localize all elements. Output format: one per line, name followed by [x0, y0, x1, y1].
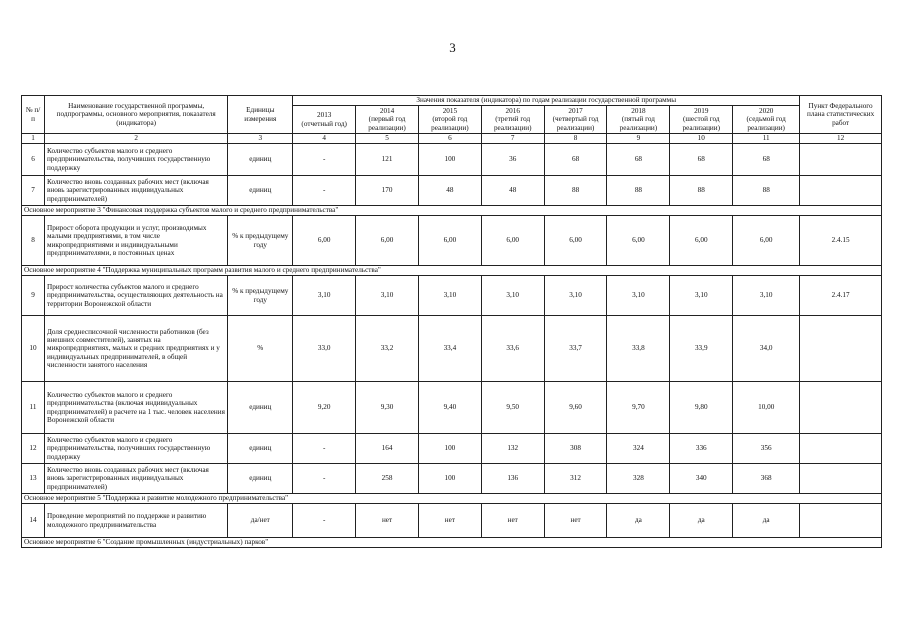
header-year — [293, 106, 356, 134]
section-row — [22, 206, 882, 216]
unit-cell: единиц — [228, 382, 293, 434]
value-cell: 33,2 — [356, 316, 419, 382]
year-label: 2018 — [631, 107, 646, 116]
header-year — [607, 106, 670, 134]
unit-cell: % к предыдущему году — [228, 276, 293, 316]
value-cell: 164 — [356, 434, 419, 464]
value-cell: 258 — [356, 464, 419, 494]
value-cell: 100 — [418, 434, 481, 464]
section-row — [22, 494, 882, 504]
indicator-name: Количество вновь созданных рабочих мест (включая вновь зарегистрированных индивидуальных предпринимателей) — [45, 464, 228, 494]
indicator-name: Доля среднесписочной численности работников (без внешних совместителей), занятых на микропредприятиях, малых и средних предприятиях и у индивидуальных предпринимателей, в общей численности занятого населения — [45, 316, 228, 382]
year-sublabel: (первый год реализации) — [368, 115, 406, 132]
row-number: 13 — [22, 464, 45, 494]
row-number: 7 — [22, 176, 45, 206]
indicators-table — [21, 95, 882, 548]
value-cell: 88 — [544, 176, 607, 206]
unit-cell: единиц — [228, 144, 293, 176]
row-number: 10 — [22, 316, 45, 382]
value-cell: 6,00 — [293, 216, 356, 266]
column-index-cell: 7 — [481, 134, 544, 144]
table-row — [22, 144, 882, 176]
value-cell: 170 — [356, 176, 419, 206]
value-cell: 6,00 — [607, 216, 670, 266]
plan-cell — [800, 504, 882, 538]
value-cell: 6,00 — [733, 216, 800, 266]
value-cell: 68 — [607, 144, 670, 176]
year-label: 2017 — [568, 107, 583, 116]
table-row — [22, 316, 882, 382]
year-sublabel: (отчетный год) — [301, 119, 347, 128]
value-cell: - — [293, 144, 356, 176]
header-year — [481, 106, 544, 134]
section-title: Основное мероприятие 4 "Поддержка муниципальных программ развития малого и среднего предпринимательства" — [22, 266, 882, 276]
value-cell: 6,00 — [356, 216, 419, 266]
table-row — [22, 276, 882, 316]
unit-cell: % — [228, 316, 293, 382]
year-sublabel: (третий год реализации) — [493, 115, 532, 132]
value-cell: 48 — [481, 176, 544, 206]
section-title: Основное мероприятие 6 "Создание промышленных (индустриальных) парков" — [22, 538, 882, 548]
year-sublabel: (шестой год реализации) — [682, 115, 721, 132]
column-index-row — [22, 134, 882, 144]
table-row — [22, 216, 882, 266]
year-sublabel: (четвертый год реализации) — [552, 115, 599, 132]
value-cell: 3,10 — [544, 276, 607, 316]
value-cell: 9,70 — [607, 382, 670, 434]
value-cell: 3,10 — [607, 276, 670, 316]
value-cell: 48 — [418, 176, 481, 206]
year-label: 2019 — [694, 107, 709, 116]
indicator-name: Проведение мероприятий по поддержке и развитию молодежного предпринимательства — [45, 504, 228, 538]
column-index-cell: 3 — [228, 134, 293, 144]
value-cell: 68 — [670, 144, 733, 176]
value-cell: 33,8 — [607, 316, 670, 382]
value-cell: 6,00 — [670, 216, 733, 266]
plan-cell — [800, 176, 882, 206]
plan-cell — [800, 464, 882, 494]
page-number: 3 — [449, 40, 456, 55]
indicator-name: Количество вновь созданных рабочих мест (включая вновь зарегистрированных индивидуальных предпринимателей) — [45, 176, 228, 206]
value-cell: 10,00 — [733, 382, 800, 434]
value-cell: 9,40 — [418, 382, 481, 434]
value-cell: 308 — [544, 434, 607, 464]
column-index-cell: 4 — [293, 134, 356, 144]
column-index-cell: 1 — [22, 134, 45, 144]
section-title: Основное мероприятие 3 "Финансовая поддержка субъектов малого и среднего предпринимательства" — [22, 206, 882, 216]
unit-cell: единиц — [228, 434, 293, 464]
column-index-cell: 5 — [356, 134, 419, 144]
plan-cell — [800, 316, 882, 382]
year-label: 2014 — [379, 107, 395, 116]
value-cell: 324 — [607, 434, 670, 464]
value-cell: 132 — [481, 434, 544, 464]
value-cell: - — [293, 504, 356, 538]
value-cell: - — [293, 434, 356, 464]
header-num: № п/п — [22, 96, 45, 134]
value-cell: 88 — [733, 176, 800, 206]
indicator-name: Количество субъектов малого и среднего предпринимательства, получивших государственную поддержку — [45, 434, 228, 464]
plan-cell — [800, 382, 882, 434]
header-year — [418, 106, 481, 134]
table-row — [22, 434, 882, 464]
value-cell: 328 — [607, 464, 670, 494]
header-name: Наименование государственной программы, подпрограммы, основного мероприятия, показателя (индикатора) — [45, 96, 228, 134]
header-year — [733, 106, 800, 134]
header-plan: Пункт Федерального плана статистических работ — [800, 96, 882, 134]
value-cell: нет — [356, 504, 419, 538]
value-cell: да — [733, 504, 800, 538]
value-cell: 356 — [733, 434, 800, 464]
header-year — [544, 106, 607, 134]
year-label: 2020 — [759, 107, 774, 116]
value-cell: да — [670, 504, 733, 538]
value-cell: 6,00 — [418, 216, 481, 266]
table-row — [22, 382, 882, 434]
value-cell: 88 — [670, 176, 733, 206]
value-cell: 121 — [356, 144, 419, 176]
header-years-group: Значения показателя (индикатора) по годам реализации государственной программы — [293, 96, 800, 106]
unit-cell: да/нет — [228, 504, 293, 538]
value-cell: 33,4 — [418, 316, 481, 382]
year-label: 2016 — [505, 107, 520, 116]
row-number: 8 — [22, 216, 45, 266]
value-cell: 6,00 — [481, 216, 544, 266]
value-cell: 100 — [418, 464, 481, 494]
value-cell: 9,80 — [670, 382, 733, 434]
column-index-cell: 2 — [45, 134, 228, 144]
value-cell: 9,30 — [356, 382, 419, 434]
unit-cell: единиц — [228, 176, 293, 206]
value-cell: 3,10 — [293, 276, 356, 316]
table-row — [22, 504, 882, 538]
value-cell: - — [293, 176, 356, 206]
column-index-cell: 9 — [607, 134, 670, 144]
value-cell: 88 — [607, 176, 670, 206]
column-index-cell: 10 — [670, 134, 733, 144]
table-row — [22, 176, 882, 206]
value-cell: нет — [418, 504, 481, 538]
indicator-name: Количество субъектов малого и среднего предпринимательства (включая индивидуальных предпринимателей) в расчете на 1 тыс. человек населения Воронежской области — [45, 382, 228, 434]
value-cell: 3,10 — [670, 276, 733, 316]
indicator-name: Прирост оборота продукции и услуг, производимых малыми предприятиями, в том числе микропредприятиями и индивидуальными предпринимателями, в постоянных ценах — [45, 216, 228, 266]
plan-cell — [800, 434, 882, 464]
plan-cell: 2.4.17 — [800, 276, 882, 316]
value-cell: 368 — [733, 464, 800, 494]
year-label: 2013 — [317, 111, 332, 120]
table-row — [22, 464, 882, 494]
year-sublabel: (пятый год реализации) — [619, 115, 658, 132]
header-year — [670, 106, 733, 134]
value-cell: 336 — [670, 434, 733, 464]
value-cell: 33,7 — [544, 316, 607, 382]
value-cell: 312 — [544, 464, 607, 494]
value-cell: 6,00 — [544, 216, 607, 266]
plan-cell — [800, 144, 882, 176]
row-number: 14 — [22, 504, 45, 538]
value-cell: 3,10 — [733, 276, 800, 316]
value-cell: 33,0 — [293, 316, 356, 382]
value-cell: 34,0 — [733, 316, 800, 382]
value-cell: 36 — [481, 144, 544, 176]
header-unit: Единицы измерения — [228, 96, 293, 134]
section-title: Основное мероприятие 5 "Поддержка и развитие молодежного предпринимательства" — [22, 494, 882, 504]
section-row — [22, 538, 882, 548]
column-index-cell: 6 — [418, 134, 481, 144]
value-cell: да — [607, 504, 670, 538]
plan-cell: 2.4.15 — [800, 216, 882, 266]
value-cell: нет — [544, 504, 607, 538]
value-cell: 9,20 — [293, 382, 356, 434]
value-cell: 9,60 — [544, 382, 607, 434]
column-index-cell: 8 — [544, 134, 607, 144]
unit-cell: единиц — [228, 464, 293, 494]
row-number: 6 — [22, 144, 45, 176]
value-cell: 33,9 — [670, 316, 733, 382]
value-cell: 340 — [670, 464, 733, 494]
value-cell: 68 — [733, 144, 800, 176]
value-cell: 3,10 — [356, 276, 419, 316]
year-label: 2015 — [442, 107, 458, 116]
value-cell: 100 — [418, 144, 481, 176]
year-sublabel: (второй год реализации) — [431, 115, 469, 132]
header-year — [356, 106, 419, 134]
column-index-cell: 12 — [800, 134, 882, 144]
row-number: 9 — [22, 276, 45, 316]
section-row — [22, 266, 882, 276]
value-cell: 3,10 — [481, 276, 544, 316]
row-number: 12 — [22, 434, 45, 464]
unit-cell: % к предыдущему году — [228, 216, 293, 266]
value-cell: 3,10 — [418, 276, 481, 316]
column-index-cell: 11 — [733, 134, 800, 144]
value-cell: нет — [481, 504, 544, 538]
row-number: 11 — [22, 382, 45, 434]
year-sublabel: (седьмой год реализации) — [746, 115, 786, 132]
value-cell: 9,50 — [481, 382, 544, 434]
value-cell: 136 — [481, 464, 544, 494]
indicator-name: Прирост количества субъектов малого и среднего предпринимательства, осуществляющих деятельность на территории Воронежской области — [45, 276, 228, 316]
value-cell: 33,6 — [481, 316, 544, 382]
value-cell: - — [293, 464, 356, 494]
value-cell: 68 — [544, 144, 607, 176]
indicator-name: Количество субъектов малого и среднего предпринимательства, получивших государственную поддержку — [45, 144, 228, 176]
